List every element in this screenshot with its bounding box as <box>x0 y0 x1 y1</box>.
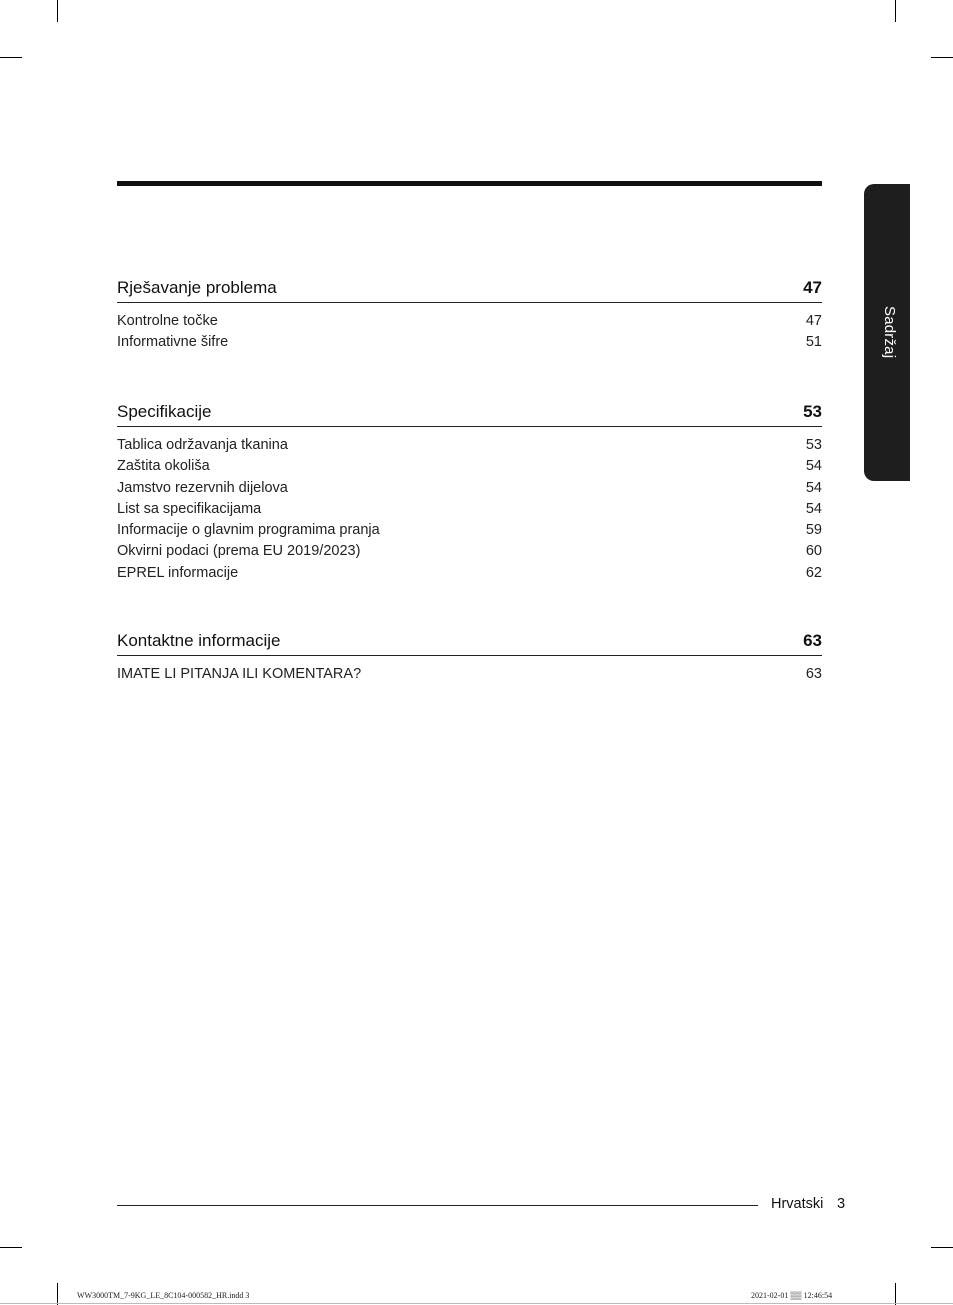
toc-entry[interactable] <box>117 435 822 456</box>
entry-page-number: 47 <box>805 313 822 329</box>
entry-label: IMATE LI PITANJA ILI KOMENTARA? <box>117 666 362 682</box>
section-heading <box>117 627 822 656</box>
entry-page-number: 54 <box>805 500 822 517</box>
print-slug-datetime: 2021-02-01 ▒▒ 12:46:54 <box>751 1291 833 1300</box>
toc-section-troubleshooting <box>117 274 822 354</box>
chapter-tab-label: Sadržaj <box>881 306 898 359</box>
crop-mark <box>0 57 22 58</box>
entry-list <box>117 664 822 685</box>
print-slug-file: WW3000TM_7-9KG_LE_8C104-000582_HR.indd 3 <box>77 1291 250 1300</box>
section-heading <box>117 274 822 303</box>
entry-label: Kontrolne točke <box>117 313 218 329</box>
entry-list <box>117 311 822 354</box>
section-title[interactable]: Specifikacije <box>117 402 212 421</box>
crop-mark <box>0 1247 22 1248</box>
toc-entry[interactable] <box>117 541 822 562</box>
section-heading <box>117 398 822 427</box>
toc-entry[interactable] <box>117 664 822 685</box>
toc-entry[interactable] <box>117 563 822 584</box>
toc-entry[interactable] <box>117 332 822 353</box>
entry-label: Informativne šifre <box>117 334 229 351</box>
crop-mark <box>57 1283 58 1305</box>
section-title[interactable]: Rješavanje problema <box>117 278 277 297</box>
footer-language: Hrvatski <box>771 1196 824 1212</box>
entry-label: EPREL informacije <box>117 564 239 581</box>
footer-page-number: 3 <box>837 1196 846 1212</box>
entry-page-number: 53 <box>805 437 822 453</box>
entry-page-number: 54 <box>805 458 822 475</box>
entry-page-number: 63 <box>805 666 822 682</box>
entry-label: List sa specifikacijama <box>117 500 262 517</box>
toc-entry[interactable] <box>117 520 822 541</box>
toc-entry[interactable] <box>117 478 822 499</box>
crop-mark <box>895 0 896 22</box>
toc-entry[interactable] <box>117 456 822 477</box>
toc-entry[interactable] <box>117 499 822 520</box>
entry-label: Okvirni podaci (prema EU 2019/2023) <box>117 543 361 560</box>
entry-label: Zaštita okoliša <box>117 458 210 475</box>
header-rule <box>117 181 822 186</box>
entry-page-number: 54 <box>805 479 822 496</box>
toc-section-specifications <box>117 398 822 584</box>
crop-mark <box>931 1247 953 1248</box>
section-page-number[interactable]: 53 <box>803 402 822 421</box>
entry-page-number: 51 <box>805 334 822 351</box>
toc-entry[interactable] <box>117 311 822 332</box>
section-page-number[interactable]: 47 <box>803 278 822 297</box>
entry-page-number: 60 <box>805 543 822 560</box>
entry-list <box>117 435 822 584</box>
section-title[interactable]: Kontaktne informacije <box>117 631 281 650</box>
footer-rule <box>117 1205 758 1206</box>
entry-label: Tablica održavanja tkanina <box>117 437 288 453</box>
section-page-number[interactable]: 63 <box>803 631 822 650</box>
toc-section-contact <box>117 627 822 685</box>
entry-label: Informacije o glavnim programima pranja <box>117 522 380 539</box>
crop-mark <box>57 0 58 22</box>
crop-mark <box>931 57 953 58</box>
crop-mark <box>895 1283 896 1305</box>
entry-page-number: 62 <box>805 564 822 581</box>
entry-label: Jamstvo rezervnih dijelova <box>117 479 288 496</box>
entry-page-number: 59 <box>805 522 822 539</box>
slug-divider <box>0 1303 953 1304</box>
